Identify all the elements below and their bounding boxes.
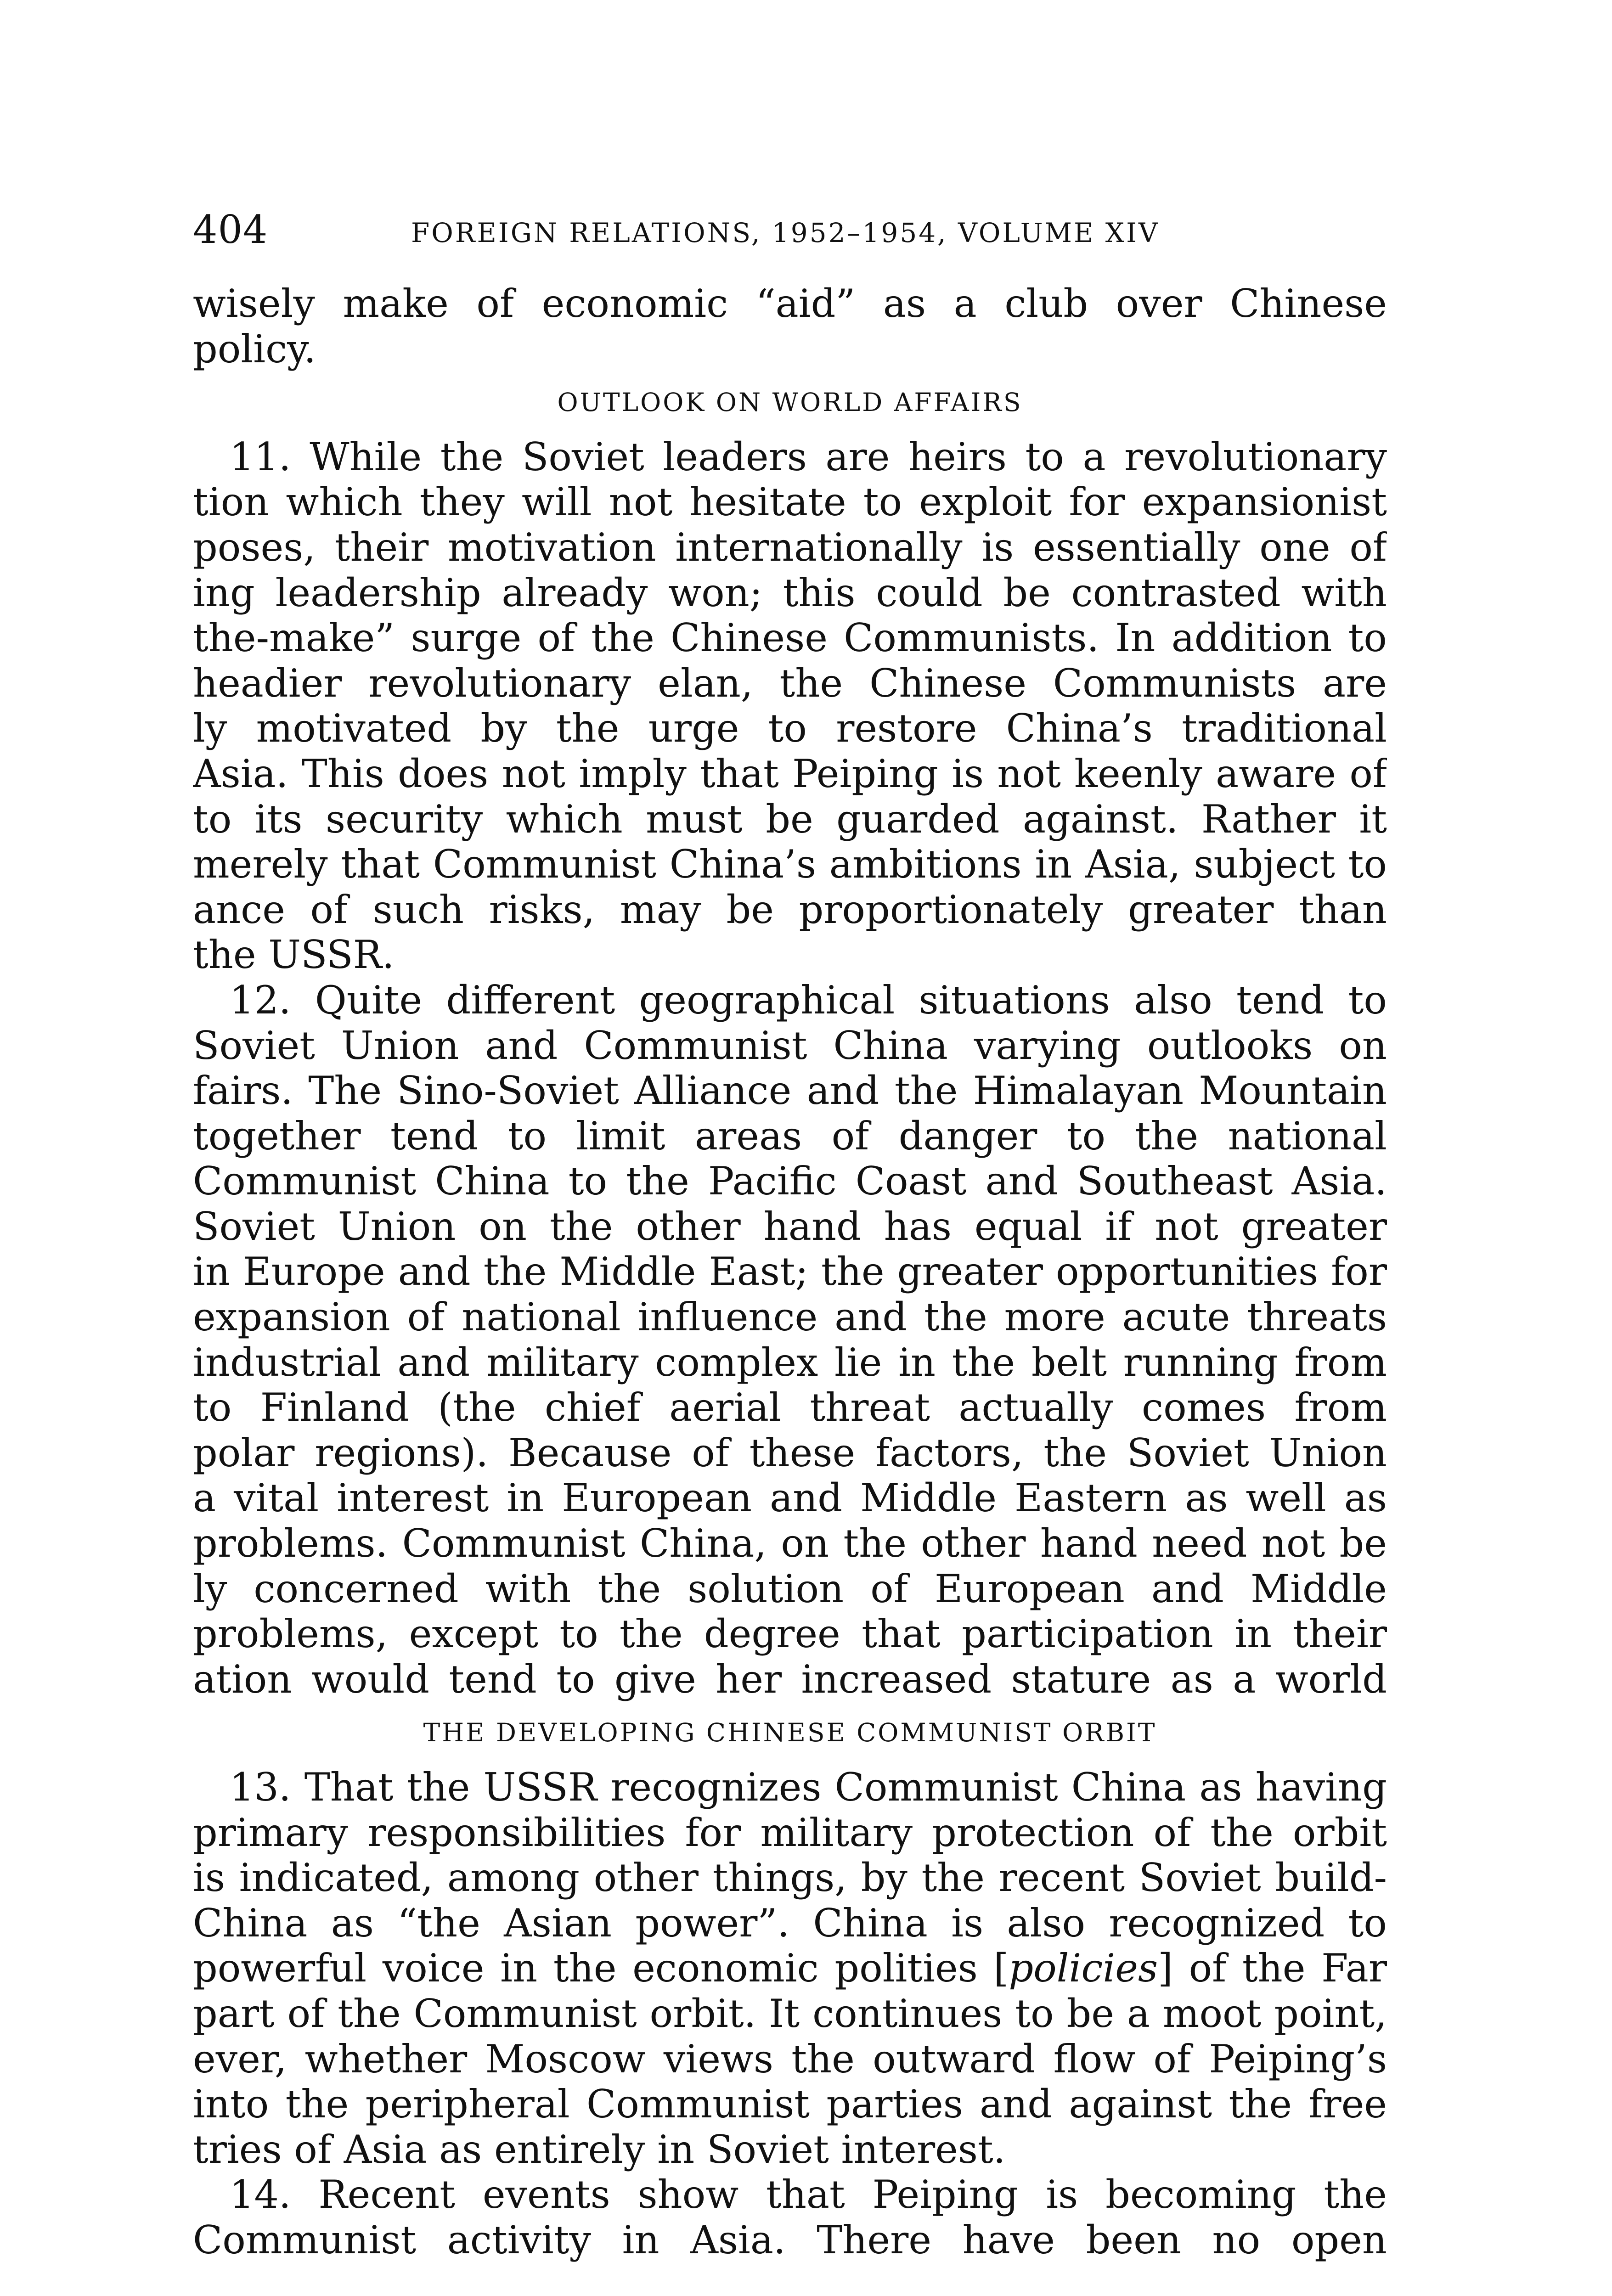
- text-line: problems. Communist China, on the other hand need not be: [193, 1521, 1387, 1566]
- text-line: China as “the Asian power”. China is also recognized to: [193, 1900, 1387, 1946]
- text-line: the-make” surge of the Chinese Communists. In addition to: [193, 615, 1387, 661]
- paragraph-13: [193, 1765, 1387, 2172]
- text-line: industrial and military complex lie in the belt running from: [193, 1339, 1387, 1385]
- text-line: fairs. The Sino-Soviet Alliance and the Himalayan Mountain: [193, 1068, 1387, 1114]
- text-line: 14. Recent events show that Peiping is becoming the: [230, 2172, 1387, 2217]
- text-line: in Europe and the Middle East; the greater opportunities for: [193, 1249, 1387, 1294]
- text-line: headier revolutionary elan, the Chinese Communists are: [193, 660, 1387, 706]
- text-line: 11. While the Soviet leaders are heirs to a revolutionary: [230, 434, 1387, 479]
- text-line: problems, except to the degree that participation in their: [193, 1611, 1387, 1657]
- running-head: [193, 204, 1387, 264]
- editorial-insertion: policies: [1009, 1946, 1158, 1991]
- text-line: Communist activity in Asia. There have been no open: [193, 2217, 1387, 2262]
- text-line: ever, whether Moscow views the outward flow of Peiping’s: [193, 2036, 1387, 2082]
- text-line: merely that Communist China’s ambitions in Asia, subject to: [193, 842, 1387, 887]
- text-line: Soviet Union on the other hand has equal if not greater: [193, 1204, 1387, 1249]
- text-line: to Finland (the chief aerial threat actually comes from: [193, 1385, 1387, 1430]
- text-line: ing leadership already won; this could be contrasted with: [193, 570, 1387, 615]
- text-line: 12. Quite different geographical situations also tend to: [230, 977, 1387, 1023]
- text-line: Soviet Union and Communist China varying outlooks on: [193, 1023, 1387, 1068]
- text-line: is indicated, among other things, by the recent Soviet build-: [193, 1855, 1387, 1901]
- text-line: polar regions). Because of these factors, the Soviet Union: [193, 1430, 1387, 1475]
- text-line: 13. That the USSR recognizes Communist China as having: [230, 1765, 1387, 1810]
- text-line: poses, their motivation internationally is essentially one of: [193, 524, 1387, 570]
- running-title: FOREIGN RELATIONS, 1952–1954, VOLUME XIV: [411, 217, 1160, 248]
- section-heading-outlook: OUTLOOK ON WORLD AFFAIRS: [557, 388, 1023, 417]
- text-line: ance of such risks, may be proportionately greater than: [193, 887, 1387, 932]
- page-number: 404: [193, 207, 268, 252]
- text-line: ly concerned with the solution of European and Middle: [193, 1566, 1387, 1611]
- text-line: wisely make of economic “aid” as a club over Chinese: [193, 281, 1387, 326]
- text-line: together tend to limit areas of danger to the national: [193, 1113, 1387, 1159]
- text-line: primary responsibilities for military protection of the orbit: [193, 1810, 1387, 1855]
- text-line: tion which they will not hesitate to exploit for expansionist: [193, 479, 1387, 525]
- paragraph-14: [193, 2172, 1387, 2262]
- document-body: [193, 281, 1387, 2263]
- text-line: expansion of national influence and the more acute threats: [193, 1294, 1387, 1340]
- text-line: policy.: [193, 326, 316, 371]
- text-line: into the peripheral Communist parties and against the free: [193, 2082, 1387, 2127]
- text-line: a vital interest in European and Middle Eastern as well as: [193, 1475, 1387, 1521]
- section-heading-orbit: THE DEVELOPING CHINESE COMMUNIST ORBIT: [423, 1718, 1157, 1748]
- text-line: the USSR.: [193, 932, 395, 978]
- continuation-paragraph: [193, 281, 1387, 371]
- text-line: ation would tend to give her increased stature as a world: [193, 1656, 1387, 1702]
- text-line: tries of Asia as entirely in Soviet interest.: [193, 2127, 1006, 2172]
- paragraph-11: [193, 434, 1387, 978]
- paragraph-12: [193, 978, 1387, 1702]
- text-line: Asia. This does not imply that Peiping is not keenly aware of: [193, 751, 1387, 796]
- text-line: to its security which must be guarded against. Rather it: [193, 796, 1387, 842]
- text-line: powerful voice in the economic polities [policies] of the Far: [193, 1946, 1387, 1991]
- text-line: Communist China to the Pacific Coast and Southeast Asia.: [193, 1159, 1387, 1204]
- text-line: part of the Communist orbit. It continues to be a moot point,: [193, 1991, 1387, 2036]
- text-line: ly motivated by the urge to restore China’s traditional: [193, 706, 1387, 751]
